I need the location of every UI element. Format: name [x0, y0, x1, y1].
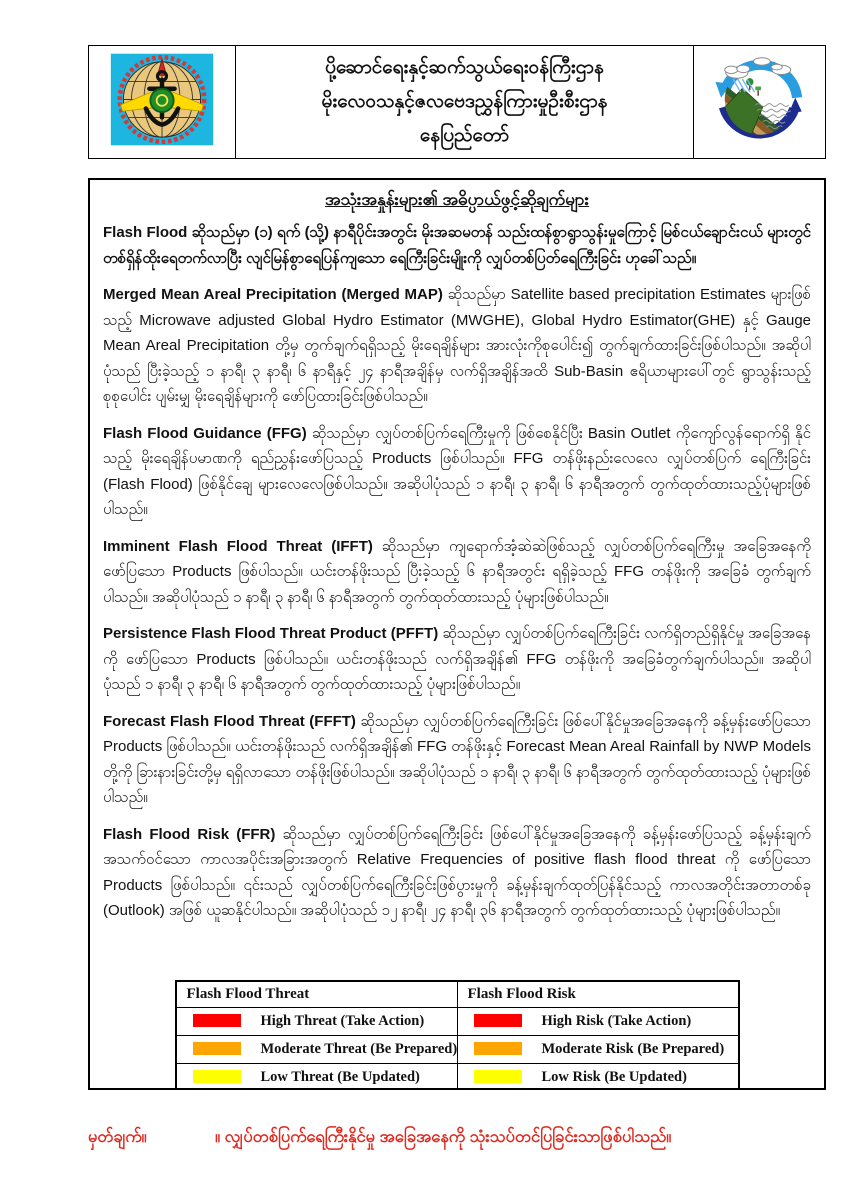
definition-text: ဆိုသည်မှာ Satellite based precipitation Estimates များဖြစ်သည့် Microwave adjusted Global Hydro Estimator (MWGHE), Global Hydro Estimator(GHE) နှင့် Gauge Mean Areal Precipitation တို့မှ တွက်ချက်ရရှိသည့် မိုးရေချိန်များ အားလုံးကိုစုပေါင်း၍ တွက်ချက်ထားခြင်းဖြစ်ပါသည်။ အဆိုပါပုံသည် ပြီးခဲ့သည့် ၁ နာရီ၊ ၃ နာရီ၊ ၆ နာရီနှင့် ၂၄ နာရီအချိန်မှ လက်ရှိအချိန်အထိ Sub-Basin ဧရိယာများပေါ်တွင် ရွာသွန်းသည့် စုစုပေါင်း ပျမ်းမျှ မိုးရေချိန်များကို ဖော်ပြထားခြင်းဖြစ်ပါသည်။: [103, 286, 811, 405]
department-name: မိုးလေဝသနှင့်ဇလဗေဒညွှန်ကြားမှုဦးစီးဌာန: [321, 91, 608, 112]
letterhead: [88, 45, 826, 159]
legend-label: High Threat (Take Action): [260, 1013, 425, 1029]
footer-note: [88, 1124, 828, 1150]
definition-text: ဆိုသည်မှာ လျှပ်တစ်ပြက်ရေကြီးခြင်း လက်ရှိတည်ရှိနိုင်မှု အခြေအနေကို ဖော်ပြသော Products ဖြစ်ပါသည်။ ယင်းတန်ဖိုးသည် လက်ရှိအချိန်၏ FFG တန်ဖိုးကို အခြေခံတွက်ချက်ပါသည်။ အဆိုပါပုံသည် ၁ နာရီ၊ ၃ နာရီ၊ ၆ နာရီအတွက် တွက်ထုတ်ထားသည့် ပုံများဖြစ်ပါသည်။: [103, 625, 811, 693]
legend-label: Low Threat (Be Updated): [260, 1069, 420, 1085]
definitions-list: [103, 220, 811, 976]
letterhead-text: [236, 46, 694, 158]
definition-paragraph-ffg: [103, 421, 811, 523]
term-name: Imminent Flash Flood Threat (IFFT): [103, 537, 373, 555]
legend-cell: [457, 1064, 739, 1091]
term-name: Merged Mean Areal Precipitation (Merged MAP): [103, 286, 443, 303]
page-title: အသုံးအနှုန်းများ၏ အဓိပ္ပာယ်ဖွင့်ဆိုချက်များ: [325, 190, 589, 209]
legend-row: [176, 1008, 739, 1036]
definitions-box: [88, 178, 826, 1090]
term-name: Flash Flood Guidance (FFG): [103, 424, 307, 442]
motc-seal-icon: [108, 51, 216, 153]
definition-paragraph-ifft: [103, 534, 811, 611]
legend-cell: [457, 1008, 739, 1036]
color-swatch: [474, 1014, 522, 1027]
definition-paragraph-ffr: [103, 822, 811, 924]
note-text: လျှပ်တစ်ပြက်ရေကြီးနိုင်မှု အခြေအနေကို သုံးသပ်တင်ပြခြင်းသာဖြစ်ပါသည်။: [224, 1128, 672, 1146]
legend-row: [176, 1064, 739, 1091]
color-swatch: [474, 1070, 522, 1083]
definition-text: ဆိုသည်မှာ ကျရောက်အံ့ဆဲဆဲဖြစ်သည့် လျှပ်တစ်ပြက်ရေကြီးမှု အခြေအနေကို ဖော်ပြသော Products ဖြစ်ပါသည်။ ယင်းတန်ဖိုးသည် ပြီးခဲ့သည့် ၆ နာရီအတွင်း ရရှိခဲ့သည့် FFG တန်ဖိုးကို အခြေခံ တွက်ချက်ပါသည်။ အဆိုပါပုံသည် ၁ နာရီ၊ ၃ နာရီ၊ ၆ နာရီအတွက် တွက်ထုတ်ထားသည့် ပုံများဖြစ်ပါသည်။: [103, 537, 811, 606]
color-swatch: [193, 1014, 241, 1027]
definition-paragraph-flash-flood: [103, 220, 811, 271]
dmh-logo-cell: [694, 46, 825, 158]
color-swatch: [193, 1042, 241, 1055]
definition-text: ဆိုသည်မှာ လျှပ်တစ်ပြက်ရေကြီးခြင်း ဖြစ်ပေါ်နိုင်မှုအခြေအနေကို ခန့်မှန်းဖော်ပြသည့် ခန့်မှန်းချက် အသက်ဝင်သော ကာလအပိုင်းအခြားအတွက် Relative Frequencies of positive flash flood threat ကို ဖော်ပြသော Products ဖြစ်ပါသည်။ ၎င်းသည် လျှပ်တစ်ပြက်ရေကြီးခြင်းဖြစ်ပွားမှုကို ခန့်မှန်းချက်ထုတ်ပြန်နိုင်သည့် ကာလအတိုင်းအတာတစ်ခု (Outlook) အဖြစ် ယူဆနိုင်ပါသည်။ အဆိုပါပုံသည် ၁၂ နာရီ၊ ၂၄ နာရီ၊ ၃၆ နာရီအတွက် တွက်ထုတ်ထားသည့် ပုံများဖြစ်ပါသည်။: [103, 825, 811, 919]
legend-cell: [457, 1036, 739, 1064]
definition-paragraph-pfft: [103, 621, 811, 698]
note-label: မှတ်ချက်။: [88, 1128, 147, 1146]
legend-label: Moderate Threat (Be Prepared): [260, 1041, 458, 1057]
legend-column-header: Flash Flood Threat: [176, 981, 458, 1008]
legend-cell: [176, 1064, 458, 1091]
definition-paragraph-ffft: [103, 709, 811, 811]
definition-text: ဆိုသည်မှာ လျှပ်တစ်ပြက်ရေကြီးမှုကို ဖြစ်စေနိုင်ပြီး Basin Outlet ကိုကျော်လွန်ရောက်ရှိ နိုင်သည့် မိုးရေချိန်ပမာဏကို ရည်ညွှန်းဖော်ပြသည့် Products ဖြစ်ပါသည်။ FFG တန်ဖိုးနည်းလေလေ လျှပ်တစ်ပြက် ရေကြီးခြင်း (Flash Flood) ဖြစ်နိုင်ချေ များလေလေဖြစ်ပါသည်။ အဆိုပါပုံသည် ၁ နာရီ၊ ၃ နာရီ၊ ၆ နာရီအတွက် တွက်ထုတ်ထားသည့်ပုံများဖြစ်ပါသည်။: [103, 424, 811, 518]
ministry-logo-cell: [89, 46, 236, 158]
legend-label: High Risk (Take Action): [541, 1013, 692, 1029]
definition-text: ဆိုသည်မှာ (၁) ရက် (သို့) နာရီပိုင်းအတွင်း မိုးအဆမတန် သည်းထန်စွာရွာသွန်းမှုကြောင့် မြစ်ငယ်ချောင်းငယ် များတွင် တစ်ရှိန်ထိုးရေတက်လာပြီး လျင်မြန်စွာရေပြန်ကျသော ရေကြီးခြင်းမျိုးကို လျှပ်တစ်ပြတ်ရေကြီးခြင်း ဟုခေါ်သည်။: [103, 224, 811, 267]
note-separator: ။: [215, 1128, 225, 1146]
definition-paragraph-merged-map: [103, 282, 811, 410]
dmh-water-cycle-icon: [709, 51, 811, 153]
legend-label: Low Risk (Be Updated): [541, 1069, 687, 1085]
legend-column-header: Flash Flood Risk: [457, 981, 739, 1008]
city-name: နေပြည်တော်: [419, 125, 510, 146]
term-name: Forecast Flash Flood Threat (FFFT): [103, 712, 356, 730]
legend-table: [175, 980, 740, 1090]
legend-label: Moderate Risk (Be Prepared): [541, 1041, 725, 1057]
legend-cell: [176, 1036, 458, 1064]
term-name: Flash Flood Risk (FFR): [103, 825, 276, 843]
legend-row: [176, 1036, 739, 1064]
term-name: Flash Flood: [103, 224, 188, 241]
legend-cell: [176, 1008, 458, 1036]
definition-text: ဆိုသည်မှာ လျှပ်တစ်ပြက်ရေကြီးခြင်း ဖြစ်ပေါ်နိုင်မှုအခြေအနေကို ခန့်မှန်းဖော်ပြသော Products ဖြစ်ပါသည်။ ယင်းတန်ဖိုးသည် လက်ရှိအချိန်၏ FFG တန်ဖိုးနှင့် Forecast Mean Areal Rainfall by NWP Models တို့ကို ခြားနားခြင်းတို့မှ ရရှိလာသော တန်ဖိုးဖြစ်ပါသည်။ အဆိုပါပုံသည် ၁ နာရီ၊ ၃ နာရီ၊ ၆ နာရီအတွက် တွက်ထုတ်ထားသည့် ပုံများဖြစ်ပါသည်။: [103, 712, 811, 806]
ministry-name: ပို့ဆောင်ရေးနှင့်ဆက်သွယ်ရေးဝန်ကြီးဌာန: [325, 57, 604, 78]
color-swatch: [474, 1042, 522, 1055]
term-name: Persistence Flash Flood Threat Product (PFFT): [103, 625, 439, 642]
color-swatch: [193, 1070, 241, 1083]
